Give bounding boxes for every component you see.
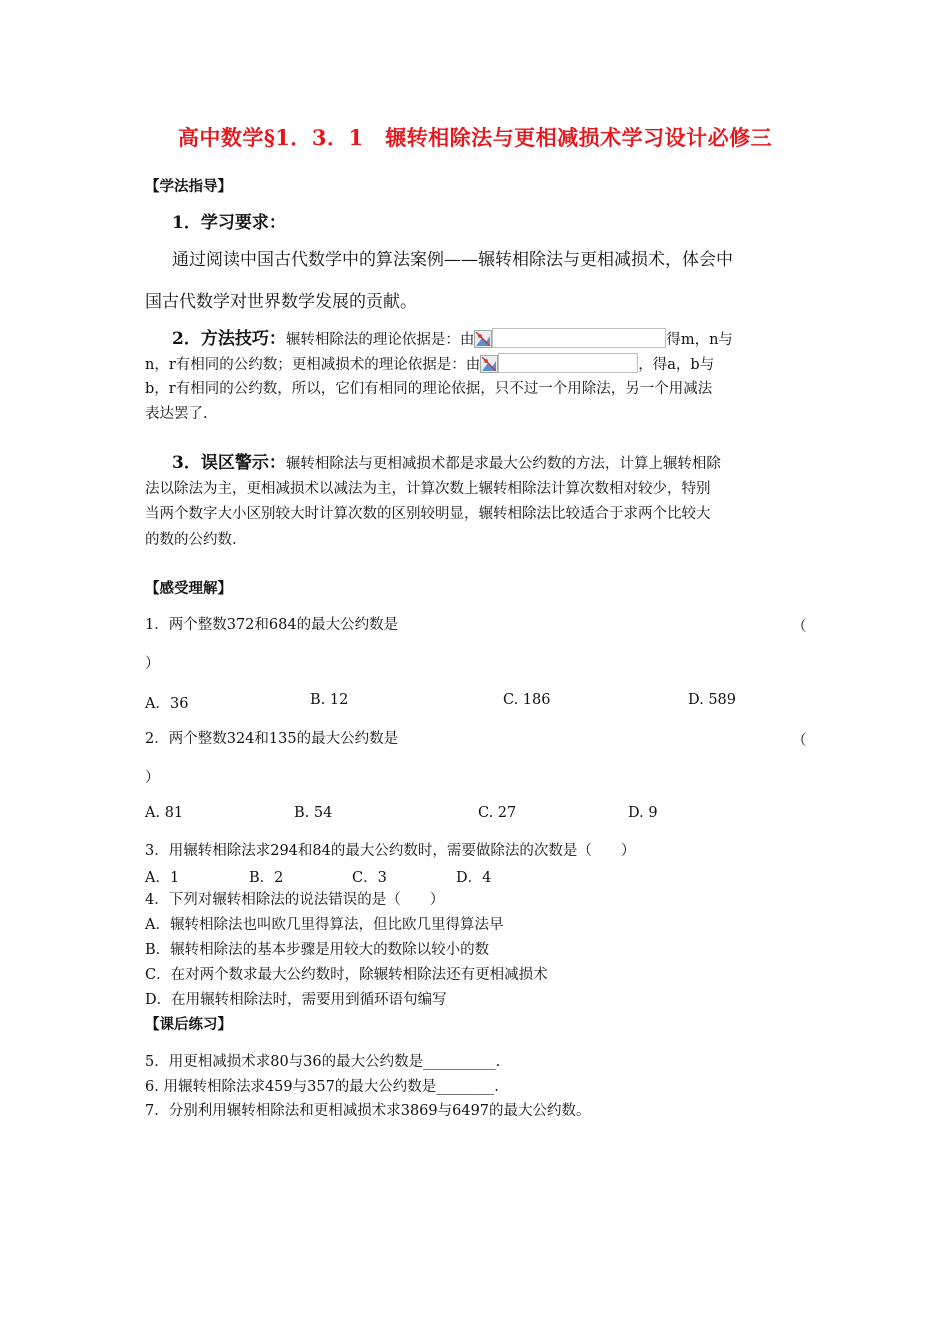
warning-text-b: 法以除法为主，更相减损术以减法为主，计算次数上辗转相除法计算次数相对较少，特别 bbox=[145, 481, 711, 497]
document-title: 高中数学§1．3．1 辗转相除法与更相减损术学习设计必修三 bbox=[177, 125, 773, 150]
broken-image-icon bbox=[474, 330, 492, 348]
warning-text-c: 当两个数字大小区别较大时计算次数的区别较明显，辗转相除法比较适合于求两个比较大 bbox=[145, 506, 711, 522]
method-text-c: n，r有相同的公约数；更相减损术的理论依据是：由 bbox=[145, 357, 481, 373]
question-1-option: B. 12 bbox=[310, 692, 349, 708]
method-text-d: ，得a，b与 bbox=[638, 357, 715, 373]
formula-placeholder-2 bbox=[498, 353, 638, 373]
question-3-option: B．2 bbox=[249, 870, 284, 886]
question-1-option: C. 186 bbox=[503, 692, 551, 708]
question-3-option: A．1 bbox=[145, 870, 180, 886]
question-1: 1．两个整数372和684的最大公约数是 bbox=[145, 617, 399, 633]
question-3: 3．用辗转相除法求294和84的最大公约数时，需要做除法的次数是（ ） bbox=[145, 843, 636, 859]
question-4-option-b: B．辗转相除法的基本步骤是用较大的数除以较小的数 bbox=[145, 942, 490, 958]
formula-placeholder-1 bbox=[492, 328, 666, 348]
section-heading-practice: 【课后练习】 bbox=[145, 1016, 232, 1033]
question-2-paren-close: ） bbox=[145, 770, 160, 786]
question-1-paren-open: （ bbox=[792, 619, 807, 635]
method-text-f: 表达罢了. bbox=[145, 406, 208, 422]
warning-line1 bbox=[172, 453, 721, 474]
requirement-text-line1: 通过阅读中国古代数学中的算法案例——辗转相除法与更相减损术，体会中 bbox=[172, 250, 733, 270]
question-6: 6. 用辗转相除法求459与357的最大公约数是________. bbox=[145, 1079, 499, 1095]
question-5: 5．用更相减损术求80与36的最大公约数是__________. bbox=[145, 1054, 501, 1070]
method-text-e: b，r有相同的公约数，所以，它们有相同的理论依据，只不过一个用除法，另一个用减法 bbox=[145, 381, 713, 397]
question-7: 7．分别利用辗转相除法和更相减损术求3869与6497的最大公约数。 bbox=[145, 1103, 591, 1119]
requirement-text-line2: 国古代数学对世界数学发展的贡献。 bbox=[145, 292, 417, 312]
method-line2 bbox=[145, 353, 714, 375]
section-heading-guide: 【学法指导】 bbox=[145, 178, 232, 195]
question-3-option: C．3 bbox=[352, 870, 387, 886]
method-line1 bbox=[172, 328, 733, 350]
warning-label: 3．误区警示： bbox=[172, 453, 286, 473]
question-4: 4．下列对辗转相除法的说法错误的是（ ） bbox=[145, 892, 445, 908]
question-1-paren-close: ） bbox=[145, 656, 160, 672]
question-2: 2．两个整数324和135的最大公约数是 bbox=[145, 731, 399, 747]
question-4-option-a: A．辗转相除法也叫欧几里得算法，但比欧几里得算法早 bbox=[145, 917, 504, 933]
question-2-option: A. 81 bbox=[145, 805, 184, 821]
requirement-label: 1．学习要求： bbox=[172, 213, 286, 233]
question-1-option: A．36 bbox=[145, 696, 189, 712]
question-2-option: B. 54 bbox=[294, 805, 333, 821]
method-text-a: 辗转相除法的理论依据是：由 bbox=[285, 332, 475, 348]
question-3-option: D．4 bbox=[456, 870, 492, 886]
question-2-paren-open: （ bbox=[792, 733, 807, 749]
question-1-option: D. 589 bbox=[688, 692, 737, 708]
broken-image-icon bbox=[480, 355, 498, 373]
question-2-option: D. 9 bbox=[628, 805, 658, 821]
question-2-option: C. 27 bbox=[478, 805, 517, 821]
question-4-option-d: D．在用辗转相除法时，需要用到循环语句编写 bbox=[145, 992, 447, 1008]
warning-text-d: 的数的公约数. bbox=[145, 532, 237, 548]
section-heading-understand: 【感受理解】 bbox=[145, 580, 232, 597]
method-label: 2．方法技巧： bbox=[172, 329, 286, 349]
question-4-option-c: C．在对两个数求最大公约数时，除辗转相除法还有更相减损术 bbox=[145, 967, 548, 983]
warning-text-a: 辗转相除法与更相减损术都是求最大公约数的方法，计算上辗转相除 bbox=[285, 456, 721, 472]
method-text-b: 得m，n与 bbox=[666, 332, 733, 348]
